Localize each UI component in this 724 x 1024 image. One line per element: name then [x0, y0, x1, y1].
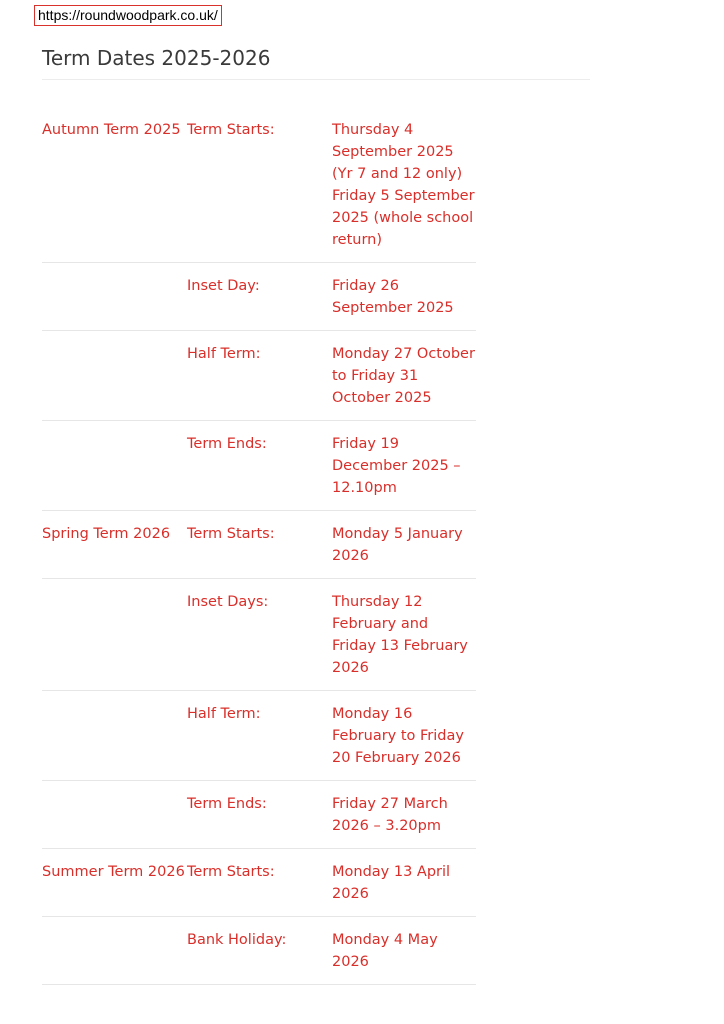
page-title: Term Dates 2025-2026 [42, 46, 271, 70]
table-row [42, 917, 476, 985]
table-row [42, 421, 476, 511]
term-name: Autumn Term 2025 [42, 122, 181, 138]
term-dates-table [42, 107, 476, 985]
event-label: Bank Holiday: [187, 932, 287, 948]
term-name: Spring Term 2026 [42, 526, 171, 542]
title-divider [42, 79, 590, 80]
event-date: Thursday 12 February and Friday 13 February 2026 [332, 594, 468, 676]
table-row [42, 331, 476, 421]
table-row [42, 781, 476, 849]
event-label: Term Starts: [187, 526, 275, 542]
table-row [42, 691, 476, 781]
event-date: Monday 16 February to Friday 20 February 2026 [332, 706, 464, 766]
term-name: Summer Term 2026 [42, 864, 185, 880]
event-label: Half Term: [187, 706, 261, 722]
event-date: Monday 4 May 2026 [332, 932, 438, 970]
table-row [42, 849, 476, 917]
table-row [42, 579, 476, 691]
table-row [42, 107, 476, 263]
event-label: Term Ends: [187, 436, 267, 452]
event-date: Friday 27 March 2026 – 3.20pm [332, 796, 448, 834]
event-date: Thursday 4 September 2025 (Yr 7 and 12 only) Friday 5 September 2025 (whole school return) [332, 122, 475, 248]
event-label: Inset Days: [187, 594, 269, 610]
event-label: Inset Day: [187, 278, 260, 294]
event-date: Monday 13 April 2026 [332, 864, 451, 902]
event-date: Friday 26 September 2025 [332, 278, 454, 316]
event-label: Term Starts: [187, 122, 275, 138]
event-date: Monday 5 January 2026 [332, 526, 463, 564]
event-date: Monday 27 October to Friday 31 October 2025 [332, 346, 475, 406]
page-url[interactable]: https://roundwoodpark.co.uk/ [34, 5, 222, 26]
table-row [42, 511, 476, 579]
event-label: Term Ends: [187, 796, 267, 812]
event-date: Friday 19 December 2025 – 12.10pm [332, 436, 461, 496]
event-label: Half Term: [187, 346, 261, 362]
table-row [42, 263, 476, 331]
event-label: Term Starts: [187, 864, 275, 880]
